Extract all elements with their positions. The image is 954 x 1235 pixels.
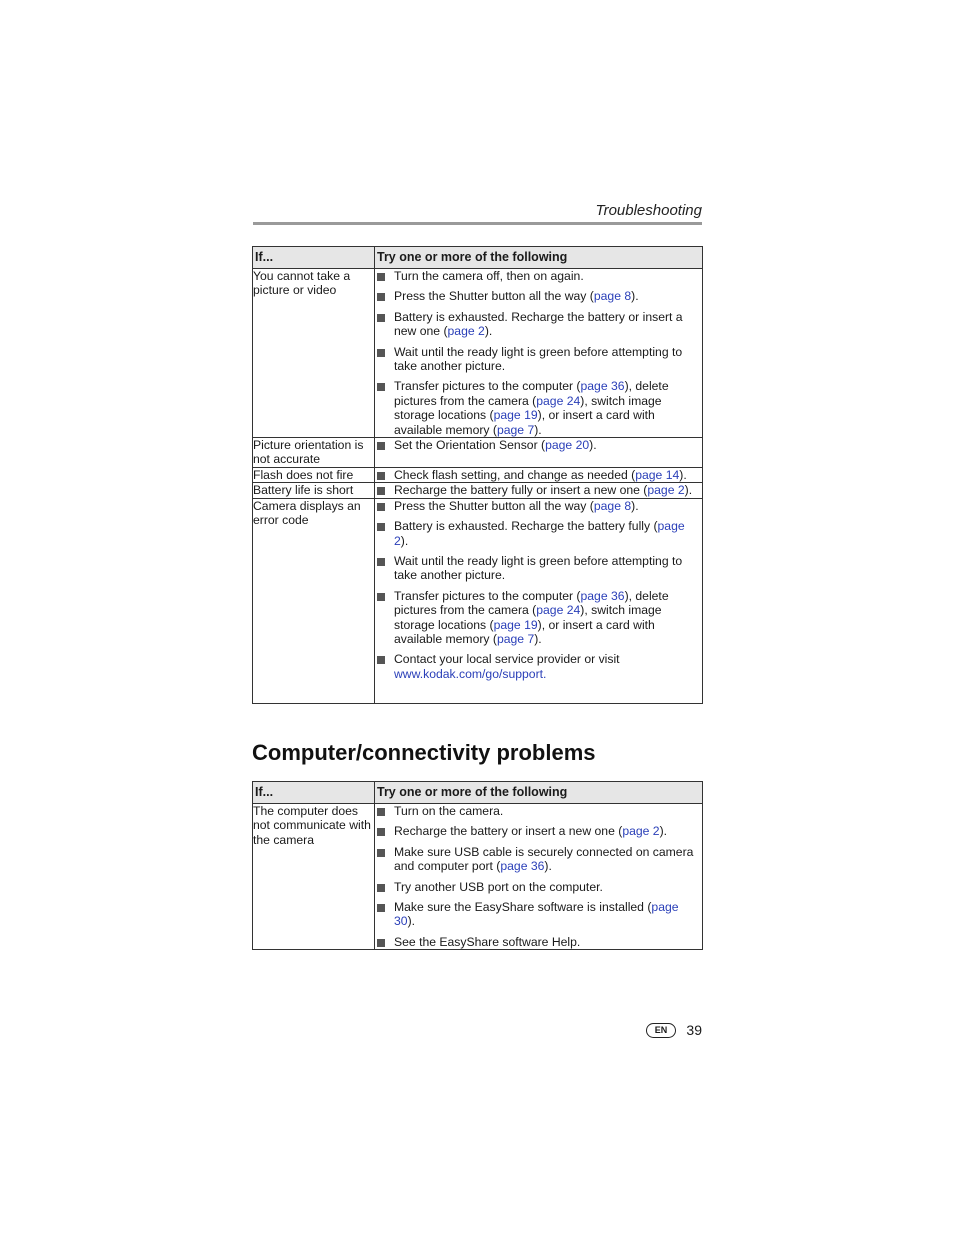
solution-text: ), or insert a card with available memory ( [394, 408, 655, 437]
column-header-if: If... [253, 782, 375, 804]
solution-text: Press the Shutter button all the way ( [394, 498, 594, 513]
solution-text: ). [534, 631, 542, 646]
page-reference-link[interactable]: page 8 [593, 289, 632, 304]
solution-list [375, 483, 702, 497]
page-reference-link[interactable]: page 24 [536, 393, 581, 408]
running-header: Troubleshooting [595, 202, 702, 219]
solution-item [375, 289, 702, 303]
page-reference-link[interactable]: page 2 [647, 483, 685, 498]
solution-item [375, 468, 702, 482]
solution-text: Transfer pictures to the computer ( [394, 379, 581, 394]
solution-text: Wait until the ready light is green before attempting to take another picture. [394, 344, 683, 374]
page-reference-link[interactable]: page 36 [580, 379, 625, 394]
solution-text: ). [544, 859, 552, 874]
table-row [253, 804, 703, 950]
solution-item [375, 379, 702, 437]
solution-text: ). [659, 824, 668, 839]
solutions-cell [375, 438, 703, 468]
solution-list [375, 804, 702, 949]
column-header-try: Try one or more of the following [375, 782, 703, 804]
solution-item [375, 345, 702, 374]
solutions-cell [375, 269, 703, 438]
page-reference-link[interactable]: page 19 [493, 617, 538, 632]
language-badge: EN [646, 1023, 676, 1038]
solution-text: ). [407, 914, 416, 929]
solution-text: ), delete pictures from the camera ( [394, 379, 669, 408]
solution-text: Wait until the ready light is green before attempting to take another picture. [394, 553, 683, 583]
page-reference-link[interactable]: page 30 [394, 900, 679, 929]
page-reference-link[interactable]: page 8 [593, 498, 632, 513]
table-row [253, 467, 703, 482]
solution-list [375, 269, 702, 437]
column-header-if: If... [253, 247, 375, 269]
solution-item [375, 652, 702, 681]
solution-list [375, 468, 702, 482]
solutions-cell [375, 483, 703, 498]
solution-item [375, 438, 702, 452]
table-body [253, 804, 703, 950]
solution-text: Set the Orientation Sensor ( [394, 438, 546, 453]
page-footer [646, 1022, 702, 1040]
solution-text: ), switch image storage locations ( [394, 603, 662, 632]
column-header-try: Try one or more of the following [375, 247, 703, 269]
page-reference-link[interactable]: page 7 [496, 631, 535, 646]
solution-item [375, 935, 702, 949]
solution-text: ). [484, 324, 493, 339]
solution-text: ), switch image storage locations ( [394, 393, 662, 423]
solution-item [375, 880, 702, 894]
header-rule [253, 222, 702, 225]
solution-item [375, 845, 702, 874]
solution-item [375, 554, 702, 583]
page-number: 39 [686, 1022, 702, 1038]
solution-text: Make sure USB cable is securely connected on camera and computer port ( [394, 844, 694, 874]
solution-list [375, 499, 702, 681]
solution-item [375, 269, 702, 283]
solution-item [375, 589, 702, 647]
solution-text: ). [631, 498, 639, 513]
page-reference-link[interactable]: page 20 [545, 438, 590, 453]
condition-cell: The computer does not communicate with the camera [253, 804, 375, 950]
solution-text: Check flash setting, and change as needed ( [394, 467, 636, 482]
solutions-cell [375, 498, 703, 703]
page-reference-link[interactable]: page 36 [500, 859, 545, 874]
page-reference-link[interactable]: page 19 [493, 408, 538, 423]
table-row [253, 498, 703, 703]
solutions-cell [375, 804, 703, 950]
solution-text: See the EasyShare software Help. [394, 934, 581, 949]
solution-text: ). [679, 467, 687, 482]
solution-text: ). [631, 289, 639, 304]
solution-text: Turn the camera off, then on again. [394, 269, 584, 283]
connectivity-table [252, 781, 703, 950]
section-title: Computer/connectivity problems [252, 740, 596, 765]
page-reference-link[interactable]: page 2 [394, 519, 685, 548]
table-row [253, 269, 703, 438]
solution-text: ). [534, 422, 542, 437]
solution-text: Make sure the EasyShare software is installed ( [394, 900, 652, 915]
solution-text: Turn on the camera. [394, 804, 504, 818]
solution-item [375, 900, 702, 929]
solution-list [375, 438, 702, 452]
table-row [253, 438, 703, 468]
solution-item [375, 499, 702, 513]
page-reference-link[interactable]: page 2 [447, 324, 485, 339]
solution-text: Recharge the battery fully or insert a new one ( [394, 483, 648, 498]
page-reference-link[interactable]: page 7 [496, 422, 535, 437]
page-reference-link[interactable]: www.kodak.com/go/support. [394, 666, 547, 681]
solution-text: Contact your local service provider or visit [394, 652, 620, 667]
solution-text: Press the Shutter button all the way ( [394, 289, 594, 304]
condition-cell: You cannot take a picture or video [253, 269, 375, 438]
page-reference-link[interactable]: page 2 [622, 824, 660, 839]
table-body [253, 269, 703, 704]
solution-text: ), delete pictures from the camera ( [394, 588, 669, 618]
solution-item [375, 310, 702, 339]
solution-text: Battery is exhausted. Recharge the battery fully ( [394, 519, 658, 534]
solution-text: ). [400, 533, 409, 548]
condition-cell: Battery life is short [253, 483, 375, 498]
solution-text: ). [684, 483, 693, 498]
solution-text: Battery is exhausted. Recharge the battery or insert a new one ( [394, 309, 683, 339]
solution-text: Recharge the battery or insert a new one ( [394, 824, 623, 839]
solution-item [375, 804, 702, 818]
table-header-row [253, 782, 703, 804]
solution-text: Try another USB port on the computer. [394, 879, 603, 894]
solution-item [375, 519, 702, 548]
condition-cell: Camera displays an error code [253, 498, 375, 703]
condition-cell: Flash does not fire [253, 467, 375, 482]
page-reference-link[interactable]: page 36 [580, 588, 625, 603]
solution-text: Transfer pictures to the computer ( [394, 588, 581, 603]
page-reference-link[interactable]: page 24 [536, 603, 581, 618]
solutions-cell [375, 467, 703, 482]
solution-item [375, 824, 702, 838]
condition-cell: Picture orientation is not accurate [253, 438, 375, 468]
troubleshooting-table [252, 246, 703, 704]
page-reference-link[interactable]: page 14 [635, 467, 680, 482]
solution-item [375, 483, 702, 497]
table-header-row [253, 247, 703, 269]
solution-text: ), or insert a card with available memory ( [394, 617, 655, 646]
solution-text: ). [589, 438, 597, 453]
table-row [253, 483, 703, 498]
